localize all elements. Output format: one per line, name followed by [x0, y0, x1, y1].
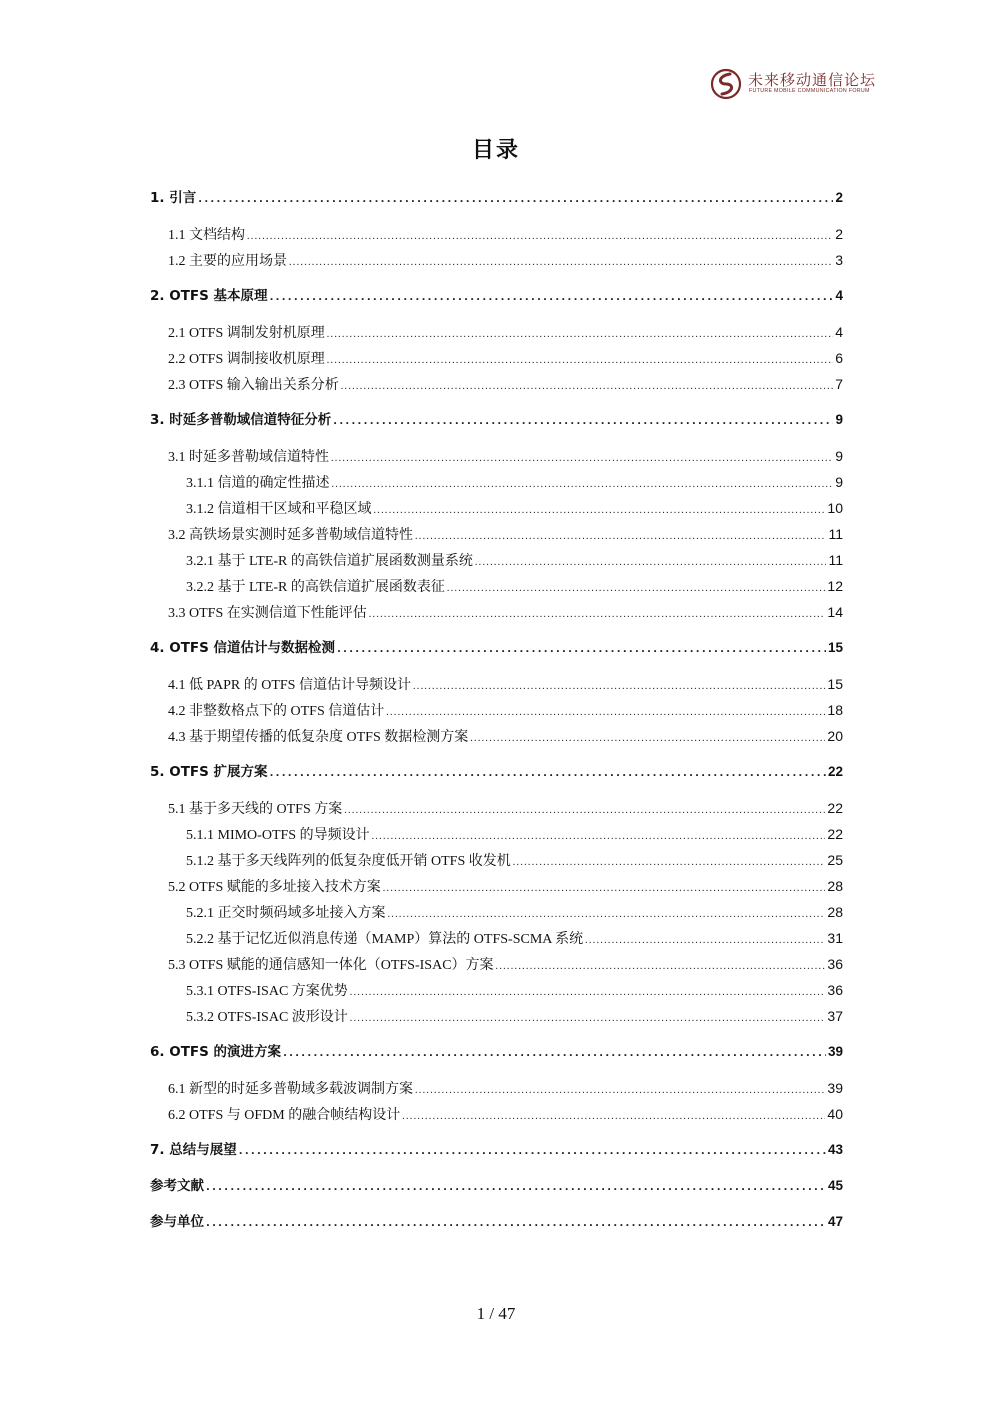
toc-dot-leader — [333, 412, 833, 432]
toc-entry[interactable] — [168, 250, 843, 270]
toc-entry-page: 9 — [835, 412, 843, 427]
toc-entry[interactable] — [168, 674, 843, 694]
toc-entry-label: 1.1 文档结构 — [168, 228, 245, 243]
toc-entry-page: 15 — [827, 676, 843, 692]
toc-entry[interactable] — [150, 410, 843, 430]
toc-entry-label: 3.2.1 基于 LTE-R 的高铁信道扩展函数测量系统 — [186, 554, 473, 569]
toc-entry-page: 2 — [835, 190, 843, 205]
toc-dot-leader — [270, 764, 826, 784]
toc-entry-page: 11 — [828, 552, 843, 568]
toc-entry-page: 18 — [827, 702, 843, 718]
toc-dot-leader — [496, 957, 826, 977]
toc-entry[interactable] — [168, 348, 843, 368]
toc-entry-page: 43 — [827, 1142, 843, 1157]
toc-entry[interactable] — [150, 188, 843, 208]
toc-dot-leader — [198, 190, 833, 210]
toc-entry-page: 3 — [835, 252, 843, 268]
toc-entry-page: 36 — [827, 956, 843, 972]
toc-entry[interactable] — [168, 726, 843, 746]
forum-logo-icon — [710, 68, 742, 100]
toc-dot-leader — [402, 1107, 825, 1127]
toc-dot-leader — [383, 879, 826, 899]
toc-entry-label: 2.1 OTFS 调制发射机原理 — [168, 326, 325, 341]
toc-entry-label: 3.2.2 基于 LTE-R 的高铁信道扩展函数表征 — [186, 580, 445, 595]
toc-entry-page: 6 — [835, 350, 843, 366]
toc-entry-page: 15 — [827, 640, 843, 655]
toc-entry-label: 4.3 基于期望传播的低复杂度 OTFS 数据检测方案 — [168, 730, 469, 745]
toc-entry[interactable] — [186, 1006, 843, 1026]
toc-entry[interactable] — [186, 824, 843, 844]
toc-entry[interactable] — [186, 550, 843, 570]
toc-dot-leader — [331, 449, 833, 469]
toc-entry-label: 5.2 OTFS 赋能的多址接入技术方案 — [168, 880, 381, 895]
logo-chinese-text: 未来移动通信论坛 — [748, 71, 877, 89]
toc-entry[interactable] — [168, 798, 843, 818]
toc-entry[interactable] — [150, 638, 843, 658]
toc-entry-label: 6. OTFS 的演进方案 — [150, 1044, 282, 1060]
toc-dot-leader — [239, 1142, 826, 1162]
toc-entry-label: 5.1 基于多天线的 OTFS 方案 — [168, 802, 343, 817]
toc-entry-label: 2. OTFS 基本原理 — [150, 288, 268, 304]
toc-entry-page: 4 — [835, 288, 843, 303]
toc-entry[interactable] — [186, 498, 843, 518]
toc-entry-page: 12 — [827, 578, 843, 594]
toc-entry-page: 10 — [827, 500, 843, 516]
toc-entry[interactable] — [168, 954, 843, 974]
page-number: 1 / 47 — [476, 1304, 516, 1323]
toc-entry-page: 9 — [835, 448, 843, 464]
toc-dot-leader — [289, 253, 833, 273]
toc-entry-label: 5.3.1 OTFS-ISAC 方案优势 — [186, 984, 348, 999]
toc-entry-page: 14 — [827, 604, 843, 620]
toc-dot-leader — [341, 377, 833, 397]
toc-entry[interactable] — [168, 602, 843, 622]
toc-entry-label: 2.3 OTFS 输入输出关系分析 — [168, 378, 339, 393]
toc-entry-label: 7. 总结与展望 — [150, 1142, 237, 1158]
toc-dot-leader — [447, 579, 826, 599]
toc-entry-page: 11 — [828, 526, 843, 542]
toc-entry-page: 20 — [827, 728, 843, 744]
toc-entry[interactable] — [150, 762, 843, 782]
toc-dot-leader — [374, 501, 826, 521]
toc-entry[interactable] — [150, 286, 843, 306]
forum-logo — [710, 66, 890, 102]
toc-entry-label: 3. 时延多普勒域信道特征分析 — [150, 412, 332, 428]
toc-entry[interactable] — [186, 928, 843, 948]
toc-dot-leader — [206, 1178, 826, 1198]
toc-dot-leader — [415, 1081, 825, 1101]
toc-entry-label: 5.2.2 基于记忆近似消息传递（MAMP）算法的 OTFS-SCMA 系统 — [186, 932, 584, 947]
toc-entry[interactable] — [168, 1104, 843, 1124]
toc-entry-page: 22 — [827, 826, 843, 842]
toc-entry-page: 47 — [827, 1214, 843, 1229]
toc-entry-page: 39 — [827, 1080, 843, 1096]
toc-entry[interactable] — [168, 524, 843, 544]
toc-dot-leader — [470, 729, 825, 749]
toc-entry[interactable] — [168, 322, 843, 342]
toc-entry-label: 1. 引言 — [150, 190, 197, 206]
toc-entry-page: 28 — [827, 904, 843, 920]
toc-dot-leader — [270, 288, 834, 308]
toc-entry-label: 3.3 OTFS 在实测信道下性能评估 — [168, 606, 367, 621]
toc-entry-page: 39 — [827, 1044, 843, 1059]
toc-dot-leader — [283, 1044, 826, 1064]
toc-dot-leader — [413, 677, 825, 697]
toc-entry[interactable] — [186, 472, 843, 492]
toc-dot-leader — [327, 351, 833, 371]
toc-dot-leader — [513, 853, 826, 873]
toc-entry-label: 5.3.2 OTFS-ISAC 波形设计 — [186, 1010, 348, 1025]
toc-entry-page: 40 — [827, 1106, 843, 1122]
toc-entry-label: 5.2.1 正交时频码域多址接入方案 — [186, 906, 386, 921]
toc-entry[interactable] — [150, 1176, 843, 1196]
toc-entry[interactable] — [186, 576, 843, 596]
toc-entry-page: 22 — [827, 764, 843, 779]
toc-dot-leader — [350, 983, 826, 1003]
toc-entry-label: 5.1.1 MIMO-OTFS 的导频设计 — [186, 828, 370, 843]
toc-dot-leader — [369, 605, 826, 625]
toc-entry-page: 36 — [827, 982, 843, 998]
toc-entry-label: 3.1.2 信道相干区域和平稳区域 — [186, 502, 372, 517]
toc-entry-page: 25 — [827, 852, 843, 868]
toc-entry-label: 2.2 OTFS 调制接收机原理 — [168, 352, 325, 367]
toc-entry-page: 31 — [827, 930, 843, 946]
toc-entry-label: 6.1 新型的时延多普勒域多载波调制方案 — [168, 1082, 413, 1097]
toc-entry[interactable] — [186, 902, 843, 922]
toc-entry-label: 5. OTFS 扩展方案 — [150, 764, 268, 780]
toc-dot-leader — [332, 475, 834, 495]
toc-dot-leader — [350, 1009, 826, 1029]
toc-dot-leader — [388, 905, 826, 925]
toc-entry[interactable] — [168, 224, 843, 244]
toc-entry[interactable] — [168, 374, 843, 394]
toc-title: 目录 — [471, 138, 520, 163]
toc-entry-page: 22 — [827, 800, 843, 816]
toc-entry[interactable] — [186, 850, 843, 870]
toc-dot-leader — [247, 227, 833, 247]
toc-dot-leader — [386, 703, 825, 723]
toc-entry-label: 5.1.2 基于多天线阵列的低复杂度低开销 OTFS 收发机 — [186, 854, 511, 869]
toc-entry-label: 参与单位 — [150, 1214, 204, 1230]
toc-entry-page: 37 — [827, 1008, 843, 1024]
toc-entry-label: 参考文献 — [150, 1178, 204, 1194]
logo-english-text: FUTURE MOBILE COMMUNICATION FORUM — [749, 88, 870, 94]
toc-entry-page: 45 — [827, 1178, 843, 1193]
toc-entry[interactable] — [168, 1078, 843, 1098]
toc-entry-page: 28 — [827, 878, 843, 894]
toc-dot-leader — [415, 527, 826, 547]
toc-entry-label: 4. OTFS 信道估计与数据检测 — [150, 640, 336, 656]
toc-entry[interactable] — [168, 446, 843, 466]
toc-dot-leader — [585, 931, 825, 951]
toc-entry[interactable] — [186, 980, 843, 1000]
toc-dot-leader — [344, 801, 825, 821]
toc-entry-label: 1.2 主要的应用场景 — [168, 254, 287, 269]
toc-entry-label: 4.1 低 PAPR 的 OTFS 信道估计导频设计 — [168, 678, 411, 693]
toc-dot-leader — [337, 640, 826, 660]
toc-dot-leader — [475, 553, 827, 573]
toc-entry[interactable] — [168, 700, 843, 720]
toc-entry-label: 6.2 OTFS 与 OFDM 的融合帧结构设计 — [168, 1108, 401, 1123]
toc-entry-page: 4 — [835, 324, 843, 340]
toc-entry[interactable] — [150, 1140, 843, 1160]
toc-entry-label: 3.2 高铁场景实测时延多普勒域信道特性 — [168, 528, 413, 543]
toc-entry-label: 5.3 OTFS 赋能的通信感知一体化（OTFS-ISAC）方案 — [168, 958, 494, 973]
toc-entry[interactable] — [150, 1212, 843, 1232]
toc-entry[interactable] — [150, 1042, 843, 1062]
toc-entry-page: 2 — [835, 226, 843, 242]
toc-entry[interactable] — [168, 876, 843, 896]
toc-dot-leader — [327, 325, 833, 345]
toc-entry-label: 4.2 非整数格点下的 OTFS 信道估计 — [168, 704, 385, 719]
toc-entry-page: 7 — [835, 376, 843, 392]
toc-dot-leader — [206, 1214, 826, 1234]
toc-entry-label: 3.1.1 信道的确定性描述 — [186, 476, 330, 491]
toc-entry-label: 3.1 时延多普勒域信道特性 — [168, 450, 329, 465]
toc-entry-page: 9 — [835, 474, 843, 490]
toc-dot-leader — [372, 827, 826, 847]
